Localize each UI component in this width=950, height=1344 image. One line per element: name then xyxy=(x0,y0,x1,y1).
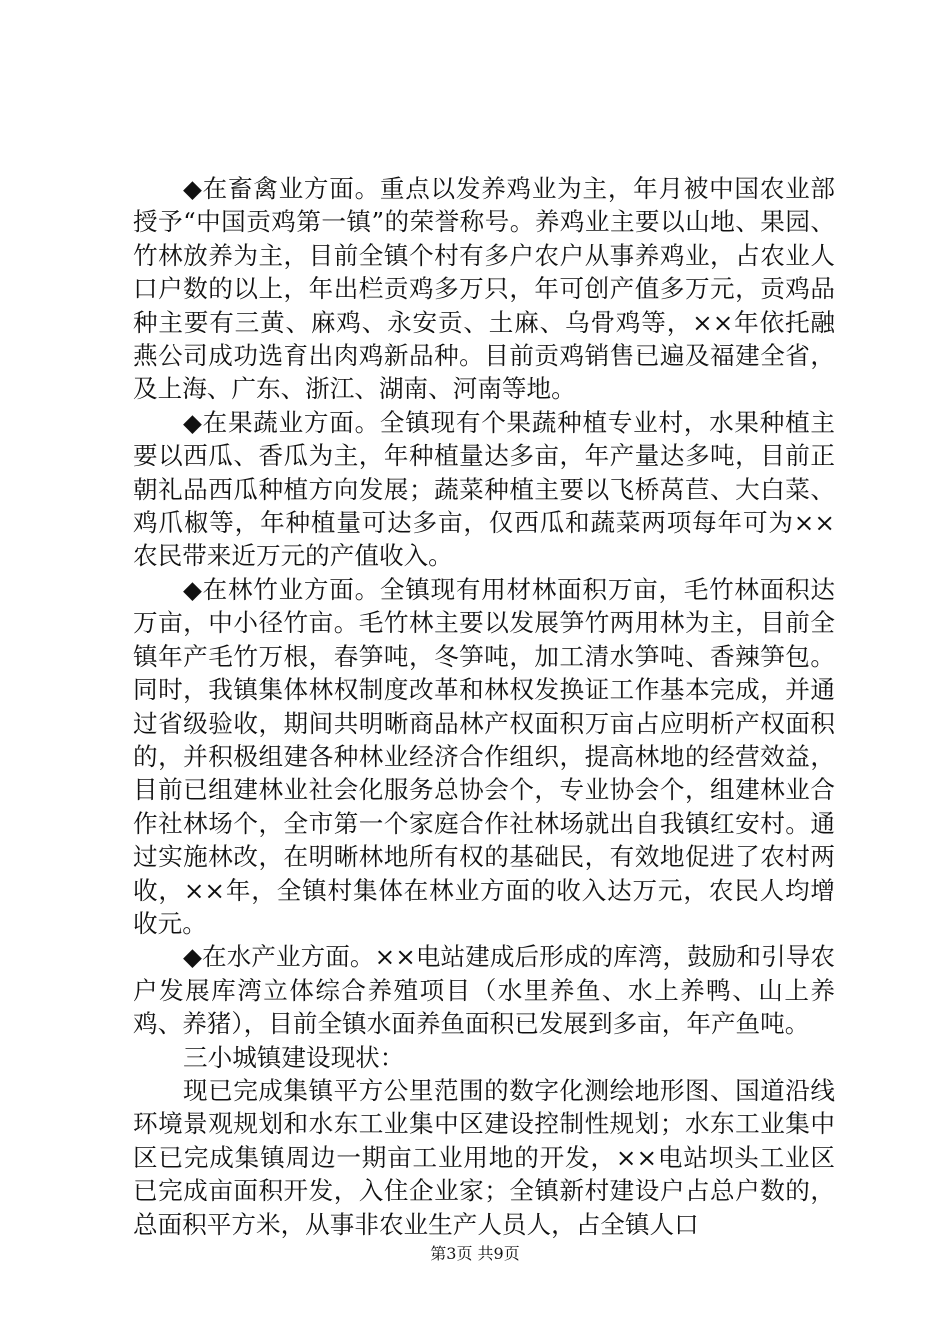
paragraph-livestock: ◆在畜禽业方面。重点以发养鸡业为主，年月被中国农业部授予“中国贡鸡第一镇”的荣誉称号。养鸡业主要以山地、果园、竹林放养为主，目前全镇个村有多户农户从事养鸡业，占农业人口户数的以上，年出栏贡鸡多万只，年可创产值多万元，贡鸡品种主要有三黄、麻鸡、永安贡、土麻、乌骨鸡等，××年依托融燕公司成功选育出肉鸡新品种。目前贡鸡销售已遍及福建全省，及上海、广东、浙江、湖南、河南等地。 xyxy=(133,174,835,404)
paragraph-forestry-bamboo: ◆在林竹业方面。全镇现有用材林面积万亩，毛竹林面积达万亩，中小径竹亩。毛竹林主要以发展笋竹两用林为主，目前全镇年产毛竹万根，春笋吨，冬笋吨，加工清水笋吨、香辣笋包。同时，我镇集体林权制度改革和林权发换证工作基本完成，并通过省级验收，期间共明晰商品林产权面积万亩占应明析产权面积的，并积极组建各种林业经济合作组织，提高林地的经营效益，目前已组建林业社会化服务总协会个，专业协会个，组建林业合作社林场个，全市第一个家庭合作社林场就出自我镇红安村。通过实施林改，在明晰林地所有权的基础民，有效地促进了农村两收，××年，全镇村集体在林业方面的收入达万元，农民人均增收元。 xyxy=(133,574,835,938)
section-heading-town-construction: 三小城镇建设现状： xyxy=(183,1042,405,1072)
page-number-footer: 第3页 共9页 xyxy=(430,1244,520,1263)
paragraph-fruit-vegetable: ◆在果蔬业方面。全镇现有个果蔬种植专业村，水果种植主要以西瓜、香瓜为主，年种植量达多亩，年产量达多吨，目前正朝礼品西瓜种植方向发展；蔬菜种植主要以飞桥莴苣、大白菜、鸡爪椒等，年种植量可达多亩，仅西瓜和蔬菜两项每年可为××农民带来近万元的产值收入。 xyxy=(133,407,835,571)
paragraph-aquaculture: ◆在水产业方面。××电站建成后形成的库湾，鼓励和引导农户发展库湾立体综合养殖项目（水里养鱼、水上养鸭、山上养鸡、养猪），目前全镇水面养鱼面积已发展到多亩，年产鱼吨。 xyxy=(133,942,835,1039)
document-body xyxy=(133,172,835,1241)
paragraph-town-construction: 现已完成集镇平方公里范围的数字化测绘地形图、国道沿线环境景观规划和水东工业集中区建设控制性规划；水东工业集中区已完成集镇周边一期亩工业用地的开发，××电站坝头工业区已完成亩面积开发，入住企业家；全镇新村建设户占总户数的，总面积平方米，从事非农业生产人员人，占全镇人口 xyxy=(133,1075,835,1239)
